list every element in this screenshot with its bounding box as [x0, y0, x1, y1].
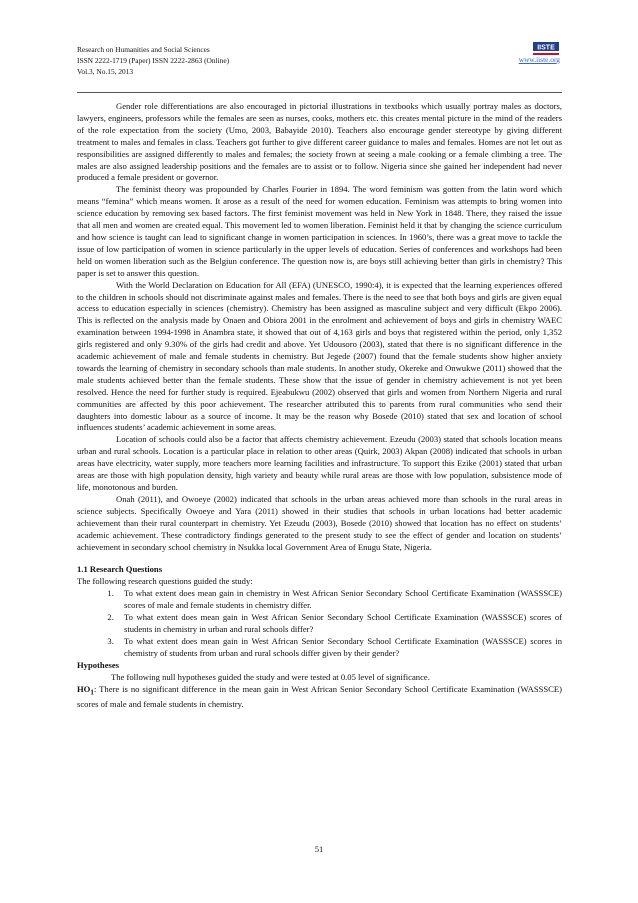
journal-name: Research on Humanities and Social Sciences [77, 45, 210, 54]
paragraph-location: Location of schools could also be a factor that affects chemistry achievement. Ezeudu (2003) stated that schools location means urban and rural schools. Location is a particular place in relation to other areas (Quirk, 2003) Akpan (2008) indicated that schools in urban areas have electricity, water supply, more teachers more learning facilities and infrastructure. To support this Ezike (2001) stated that urban areas are those with high population density, high variety and beauty while rural areas are those with low population, subsistence mode of life, monotonous and burden. [77, 434, 562, 492]
list-item: 1. To what extent does mean gain in chemistry in West African Senior Secondary School Certificate Examination (WASSSCE) scores of male and female students in chemistry differ. [116, 588, 562, 612]
article-body [77, 101, 562, 711]
hypothesis-1-text: : There is no significant difference in the mean gain in West African Senior Secondary School Certificate Examination (WASSSCE) scores of male and female students in chemistry. [77, 683, 562, 710]
section-heading-research-questions: 1.1 Research Questions [77, 564, 163, 575]
list-item: 3. To what extent does mean gain in West African Senior Secondary School Certificate Examination (WASSSCE) scores in chemistry of students from urban and rural schools differ given by their gender? [116, 636, 562, 660]
issn-line: ISSN 2222-1719 (Paper) ISSN 2222-2863 (Online) [77, 56, 230, 65]
header-rule [77, 92, 562, 93]
hypotheses-intro: The following null hypotheses guided the study and were tested at 0.05 level of significance. [111, 671, 430, 682]
hypothesis-1-label: $HO_1$ [77, 683, 94, 697]
paragraph-urban-rural: Onah (2011), and Owoeye (2002) indicated that schools in the urban areas achieved more than schools in the rural areas in science subjects. Specifically Owoeye and Yara (2011) showed in their studies that schools in urban locations had better academic achievement than their rural counterpart in chemistry. Yet Ezeudu (2003), Bosede (2010) showed that location has no effect on students’ academic achievement. These contradictory findings generated to the present study to see the effect of gender and location on students’ achievement in secondary school chemistry in Nsukka local Government Area of Enugu State, Nigeria. [77, 493, 562, 552]
paragraph-gender-roles: Gender role differentiations are also encouraged in pictorial illustrations in textbooks which usually portray males as doctors, lawyers, engineers, professors while the females are seen as nurses, cooks, mothers etc. this creates mental picture in the mind of the readers of the role expectation from the society (Umo, 2003, Babayide 2010). Teachers also encourage gender stereotype by giving different treatment to males and females in class. Teachers got further to give different career guidance to males and females. Homes are not let out as responsibilities are assigned differently to males and females; the society frown at seeing a male cooking or a female climbing a tree. The males are also assigned leadership positions and the females are to assist or to follow. Nigeria since she gained her independent had never produced a female president or governor. [77, 101, 562, 183]
hypotheses-heading: Hypotheses [77, 659, 120, 670]
list-item: 2. To what extent does mean gain in West African Senior Secondary School Certificate Examination (WASSSCE) scores of students in chemistry in urban and rural schools differ? [116, 612, 562, 636]
page-number: 51 [314, 844, 324, 854]
paragraph-feminist-theory: The feminist theory was propounded by Charles Fourier in 1894. The word feminism was gotten from the latin word which means “femina” which means women. It arose as a result of the need for women education. Feminism was attempts to bring women into science education by removing sex based factors. The first feminist movement was held in New York in 1848. There, they raised the issue that all men and women are created equal. This movement led to women liberation. Feminist held it that by changing the science curriculum and how science is taught can lead to significant change in women participation in sciences. In 1960’s, there was a great move to tackle the issue of low participation of women in science particularly in the upper levels of education. Series of conferences and workshops had been held on women liberation such as the Belgiun conference. The question now is, are boys still achieving better than girls in chemistry? This paper is set to answer this question. [77, 184, 562, 278]
logo-text: IISTE [537, 44, 555, 52]
research-questions-list [77, 588, 562, 659]
journal-url-link[interactable]: www.iiste.org [518, 55, 560, 64]
hypothesis-1 [77, 684, 562, 712]
paragraph-efa: With the World Declaration on Education for All (EFA) (UNESCO, 1990:4), it is expected that the learning experiences offered to the children in schools should not discriminate against males and females. There is the need to see that both boys and girls are given equal access to education especially in sciences (chemistry). Chemistry has been assigned as masculine subject and very difficult (Ekpo 2006). This is reflected on the analysis made by Onaen and Obiora 2001 in the enrolment and achievement of boys and girls in chemistry WAEC examination between 1994-1998 in Anambra state, it showed that out of 4,163 girls and boys that registered within the period, only 1,352 girls registered and only 9.30% of the girls had credit and above. Yet Udousoro (2003), stated that there is no significant difference in the academic achievement of male and female students in chemistry. But Jegede (2007) found that the female students show higher anxiety towards the learning of chemistry in secondary schools than male students. In another study, Okereke and Onwukwe (2011) showed that the male students achieved better than the female students. These show that the issue of gender in chemistry achievement is not yet been resolved. Hence the need for further study is required. Ejeabukwu (2002) observed that girls and women from Northern Nigeria and rural communities are affected by this poor achievement. The researcher attributed this to parents from rural communities who send their daughters into domestic labour as a source of income. It may be the reason why Bosede (2010) stated that sex and location of school influences students’ academic achievement in some areas. [77, 279, 562, 433]
volume-line: Vol.3, No.15, 2013 [77, 67, 134, 76]
running-header [77, 44, 229, 77]
research-questions-intro: The following research questions guided the study: [77, 576, 253, 587]
